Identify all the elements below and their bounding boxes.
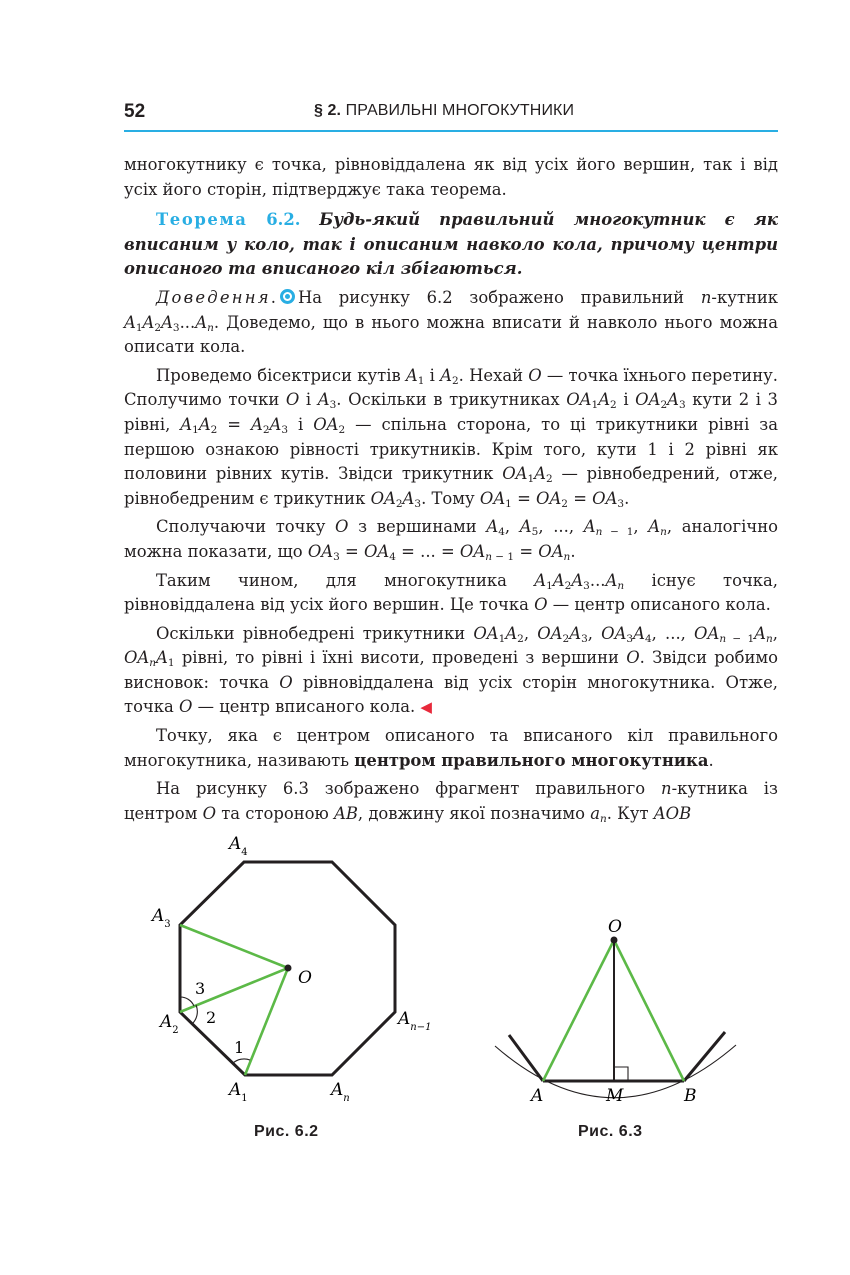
label-angle-1: 1 bbox=[234, 1038, 245, 1057]
angle-arc-1 bbox=[233, 1059, 250, 1063]
label-angle-3: 3 bbox=[195, 979, 206, 998]
proof-label: Доведення bbox=[156, 287, 271, 307]
label-A4: $A_4$ bbox=[229, 834, 248, 858]
caption-fig-6-2: Рис. 6.2 bbox=[254, 1123, 319, 1140]
point-O bbox=[285, 965, 292, 972]
section-title bbox=[314, 102, 574, 120]
paragraph: Проведемо бісектриси кутів $A_1$ і $A_2$. Нехай O — точка їхнього перетину. Сполучимо точки O і $A_3$. Оскільки в трикутниках $OA_1A_2$ і $OA_2A_3$ кути 2 і 3 рівні, $A_1A_2 = A_2A_3$ і $OA_2$ — спільна сторона, то ці трикутники рівні за першою ознакою рівності трикутників. Крім того, кути 1 і 2 рівні як половини рівних кутів. Звідси трикутник $OA_1A_2$ — рівнобедрений, отже, рівнобедреним є трикутник $OA_2A_3$. Тому $OA_1 = OA_2 = OA_3$. bbox=[124, 365, 778, 510]
segment-OA bbox=[543, 940, 614, 1081]
label-angle-2: 2 bbox=[206, 1008, 217, 1027]
paragraph: На рисунку 6.3 зображено фрагмент правильного n-кутника із центром O та стороною AB, довжину якої позначимо $a_n$. Кут AOB bbox=[124, 779, 778, 825]
figure-6-3 bbox=[485, 905, 745, 1110]
caption-fig-6-3: Рис. 6.3 bbox=[578, 1123, 643, 1140]
theorem-number: 6.2. bbox=[266, 210, 301, 230]
proof-circle-icon bbox=[280, 289, 295, 304]
label-A2: $A_2$ bbox=[160, 1012, 179, 1036]
side-right bbox=[684, 1032, 725, 1081]
theorem-statement: Будь-який правильний многокутник є як вписаним у коло, так і описаним навколо кола, причому центри описаного та вписаного кіл збігаються. bbox=[124, 210, 778, 279]
segment-O-A3 bbox=[180, 925, 288, 968]
right-angle-mark bbox=[614, 1067, 628, 1081]
segment-OB bbox=[614, 940, 684, 1081]
page-header bbox=[124, 98, 778, 132]
paragraph: многокутнику є точка, рівновіддалена як від усіх його вершин, так і від усіх його сторін, підтверджує така теорема. bbox=[124, 155, 778, 199]
proof-paragraph: Доведення. На рисунку 6.2 зображено правильний n-кутник $A_1A_2A_3...A_n$. Доведемо, що в нього можна вписати й навколо нього можна описати кола. bbox=[124, 287, 778, 357]
side-left bbox=[509, 1035, 543, 1081]
paragraph: Сполучаючи точку O з вершинами $A_4$, $A_5$, ..., $A_{n - 1}$, $A_n$, аналогічно можна показати, що $OA_3 = OA_4$ = ... = $OA_{n - 1} = OA_n$. bbox=[124, 517, 778, 563]
theorem-6-2 bbox=[124, 208, 778, 282]
section-label: § 2. bbox=[314, 102, 342, 119]
theorem-label: Теорема bbox=[156, 210, 248, 230]
angle-arc-3 bbox=[180, 997, 194, 1006]
label-B: B bbox=[684, 1086, 697, 1106]
label-A: A bbox=[531, 1086, 544, 1106]
label-A1: $A_1$ bbox=[229, 1080, 248, 1104]
label-O: O bbox=[298, 968, 312, 988]
paragraph: Таким чином, для многокутника $A_1A_2A_3...A_n$ існує точка, рівновіддалена від усіх його вершин. Це точка O — центр описаного кола. bbox=[124, 570, 779, 615]
figure-6-2 bbox=[140, 825, 450, 1115]
label-A3: $A_3$ bbox=[152, 906, 171, 930]
main-text bbox=[124, 153, 778, 830]
label-O: O bbox=[608, 917, 622, 937]
paragraph: Точку, яка є центром описаного та вписаного кіл правильного многокутника, називають центром правильного многокутника. bbox=[124, 726, 778, 770]
label-An: $A_n$ bbox=[331, 1080, 350, 1104]
section-title-text: ПРАВИЛЬНІ МНОГОКУТНИКИ bbox=[345, 102, 575, 119]
label-M: M bbox=[606, 1086, 624, 1106]
key-term: центром правильного многокутника bbox=[354, 750, 709, 770]
label-An-1: $A_{n-1}$ bbox=[398, 1009, 432, 1033]
proof-end-marker-icon: ◀ bbox=[420, 698, 432, 717]
page-number: 52 bbox=[124, 101, 146, 122]
paragraph: Оскільки рівнобедрені трикутники $OA_1A_2$, $OA_2A_3$, $OA_3A_4$, ..., $OA_{n - 1}A_n$, $OA_nA_1$ рівні, то рівні і їхні висоти, проведені з вершини O. Звідси робимо висновок: точка O рівновіддалена від усіх сторін многокутника. Отже, точка O — центр вписаного кола. ◀ bbox=[124, 623, 779, 717]
point-O bbox=[611, 937, 618, 944]
